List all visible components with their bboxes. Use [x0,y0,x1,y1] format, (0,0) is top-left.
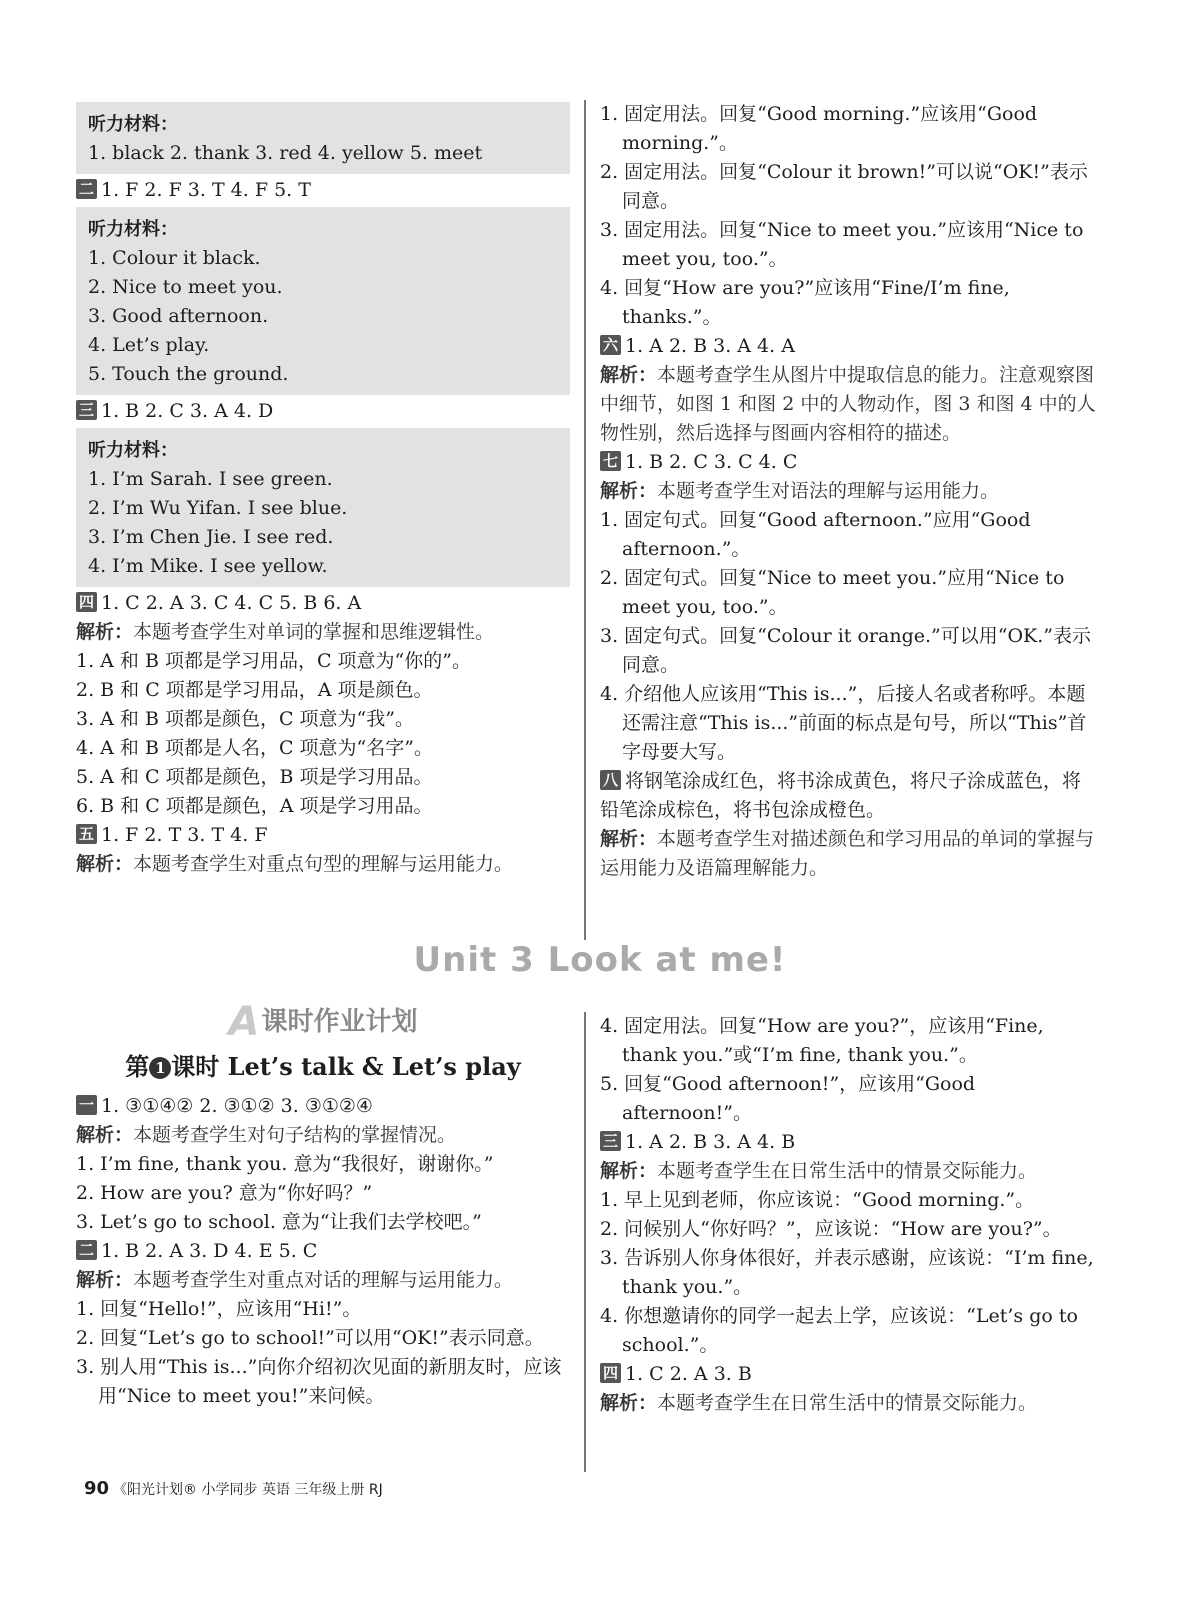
analysis-text: 本题考查学生对描述颜色和学习用品的单词的掌握与运用能力及语篇理解能力。 [600,828,1095,879]
column-divider [584,100,586,940]
list-item: 3. 告诉别人你身体很好，并表示感谢，应该说：“I’m fine, thank you.”。 [600,1247,1094,1298]
page-footer [84,1478,383,1499]
analysis-5 [76,850,570,879]
analysis-label: 解析： [600,828,658,850]
listening-line: 1. black 2. thank 3. red 4. yellow 5. meet [88,142,483,164]
listening-line: 3. Good afternoon. [88,305,269,327]
unit-title: Unit 3 Look at me! [413,940,787,980]
analysis-6 [600,361,1096,448]
section-tag: 三 [600,1131,621,1151]
listening-line: 2. I’m Wu Yifan. I see blue. [88,497,348,519]
list-item: 3. 固定用法。回复“Nice to meet you.”应该用“Nice to meet you, too.”。 [600,219,1084,270]
analysis-label: 解析： [600,480,658,502]
list-item: 4. A 和 B 项都是人名，C 项意为“名字”。 [76,737,433,759]
section-tag: 六 [600,335,621,355]
list-item: 2. 问候别人“你好吗？”，应该说：“How are you?”。 [600,1218,1062,1240]
analysis-4 [76,618,570,647]
answers-section-5 [76,821,570,850]
lesson-number: 1 [149,1057,171,1079]
section-tag: 五 [76,824,97,844]
list-item: 2. 固定句式。回复“Nice to meet you.”应用“Nice to meet you, too.”。 [600,567,1065,618]
footer-text: 《阳光计划® 小学同步 英语 三年级上册 RJ [113,1482,383,1498]
analysis-label: 解析： [76,1124,134,1146]
section-tag: 八 [600,770,621,790]
listening-title: 听力材料： [88,219,178,240]
list-item: 2. How are you? 意为“你好吗？” [76,1182,373,1204]
lesson-prefix: 第 [125,1052,150,1081]
page-number: 90 [84,1478,110,1499]
plan-letter: A [228,998,260,1045]
answers-section-6 [600,332,1096,361]
analysis-3b [600,1157,1096,1186]
answers-text: 1. C 2. A 3. C 4. C 5. B 6. A [101,592,362,614]
listening-line: 2. Nice to meet you. [88,276,283,298]
answers-section-8 [600,767,1096,825]
list-item: 1. 固定句式。回复“Good afternoon.”应用“Good afternoon.”。 [600,509,1031,560]
analysis-text: 本题考查学生在日常生活中的情景交际能力。 [657,1392,1038,1414]
list-item: 3. 别人用“This is...”向你介绍初次见面的新朋友时，应该用“Nice to meet you!”来问候。 [76,1356,562,1407]
list-item: 1. A 和 B 项都是学习用品，C 项意为“你的”。 [76,650,471,672]
lesson-name: 课时 Let’s talk & Let’s play [171,1052,521,1081]
answers-text: 1. ③①④② 2. ③①② 3. ③①②④ [101,1095,373,1117]
listening-line: 1. I’m Sarah. I see green. [88,468,333,490]
analysis-7 [600,477,1096,506]
list-item: 3. Let’s go to school. 意为“让我们去学校吧。” [76,1211,482,1233]
analysis-2b [76,1266,570,1295]
answers-text: 1. A 2. B 3. A 4. A [625,335,795,357]
analysis-text: 本题考查学生对重点句型的理解与运用能力。 [133,853,514,875]
list-item: 4. 固定用法。回复“How are you?”，应该用“Fine, thank you.”或“I’m fine, thank you.”。 [600,1015,1044,1066]
answers-text: 1. F 2. T 3. T 4. F [101,824,268,846]
plan-heading [76,1000,570,1044]
listening-line: 4. Let’s play. [88,334,210,356]
analysis-label: 解析： [76,1269,134,1291]
section-tag: 四 [76,592,97,612]
column-divider [584,1012,586,1472]
lesson-title [76,1050,570,1084]
list-item: 4. 回复“How are you?”应该用“Fine/I’m fine, thanks.”。 [600,277,1010,328]
answers-section-3 [76,397,570,426]
analysis-label: 解析： [76,853,134,875]
analysis-8 [600,825,1096,883]
answers-text: 将钢笔涂成红色，将书涂成黄色，将尺子涂成蓝色，将铅笔涂成棕色，将书包涂成橙色。 [600,770,1082,821]
list-item: 3. 固定句式。回复“Colour it orange.”可以用“OK.”表示同意。 [600,625,1091,676]
listening-title: 听力材料： [88,440,178,461]
answers-section-7 [600,448,1096,477]
analysis-1 [76,1121,570,1150]
analysis-text: 本题考查学生从图片中提取信息的能力。注意观察图中细节，如图 1 和图 2 中的人物动作，图 3 和图 4 中的人物性别，然后选择与图画内容相符的描述。 [600,364,1096,444]
section-tag: 七 [600,451,621,471]
answers-section-1 [76,1092,570,1121]
right-column-top [600,100,1096,883]
section-tag: 一 [76,1095,97,1115]
analysis-label: 解析： [76,621,134,643]
answers-section-2b [76,1237,570,1266]
list-item: 1. 固定用法。回复“Good morning.”应该用“Good morning.”。 [600,103,1038,154]
left-column-bottom [76,1000,570,1411]
answers-text: 1. B 2. C 3. C 4. C [625,451,798,473]
analysis-label: 解析： [600,1160,658,1182]
analysis-text: 本题考查学生对语法的理解与运用能力。 [657,480,1000,502]
answers-section-4 [76,589,570,618]
section-tag: 三 [76,400,97,420]
listening-line: 5. Touch the ground. [88,363,289,385]
list-item: 5. A 和 C 项都是颜色，B 项是学习用品。 [76,766,433,788]
analysis-text: 本题考查学生对重点对话的理解与运用能力。 [133,1269,514,1291]
list-item: 2. 固定用法。回复“Colour it brown!”可以说“OK!”表示同意。 [600,161,1088,212]
listening-title: 听力材料： [88,114,178,135]
section-tag: 二 [76,179,97,199]
answers-text: 1. B 2. A 3. D 4. E 5. C [101,1240,318,1262]
list-item: 4. 介绍他人应该用“This is...”，后接人名或者称呼。本题还需注意“This is...”前面的标点是句号，所以“This”首字母要大写。 [600,683,1087,763]
answers-text: 1. A 2. B 3. A 4. B [625,1131,796,1153]
list-item: 1. I’m fine, thank you. 意为“我很好，谢谢你。” [76,1153,494,1175]
listening-box-2 [76,207,570,395]
list-item: 4. 你想邀请你的同学一起去上学，应该说：“Let’s go to school.”。 [600,1305,1078,1356]
section-tag: 四 [600,1363,621,1383]
list-item: 3. A 和 B 项都是颜色，C 项意为“我”。 [76,708,414,730]
listening-line: 4. I’m Mike. I see yellow. [88,555,328,577]
listening-line: 3. I’m Chen Jie. I see red. [88,526,334,548]
analysis-label: 解析： [600,1392,658,1414]
plan-title: 课时作业计划 [261,1006,418,1037]
answers-section-4b [600,1360,1096,1389]
right-column-bottom [600,1012,1096,1418]
list-item: 2. 回复“Let’s go to school!”可以用“OK!”表示同意。 [76,1327,544,1349]
left-column-top [76,100,570,879]
listening-box-1 [76,102,570,174]
answers-text: 1. C 2. A 3. B [625,1363,752,1385]
list-item: 1. 回复“Hello!”，应该用“Hi!”。 [76,1298,362,1320]
section-tag: 二 [76,1240,97,1260]
list-item: 6. B 和 C 项都是颜色，A 项是学习用品。 [76,795,433,817]
analysis-4b [600,1389,1096,1418]
list-item: 1. 早上见到老师，你应该说：“Good morning.”。 [600,1189,1035,1211]
analysis-label: 解析： [600,364,658,386]
listening-line: 1. Colour it black. [88,247,261,269]
answers-text: 1. F 2. F 3. T 4. F 5. T [101,179,311,201]
analysis-text: 本题考查学生对单词的掌握和思维逻辑性。 [133,621,495,643]
analysis-text: 本题考查学生在日常生活中的情景交际能力。 [657,1160,1038,1182]
answers-text: 1. B 2. C 3. A 4. D [101,400,274,422]
listening-box-3 [76,428,570,587]
answers-section-3b [600,1128,1096,1157]
answers-section-2 [76,176,570,205]
list-item: 5. 回复“Good afternoon!”，应该用“Good afternoon!”。 [600,1073,976,1124]
list-item: 2. B 和 C 项都是学习用品，A 项是颜色。 [76,679,433,701]
analysis-text: 本题考查学生对句子结构的掌握情况。 [133,1124,457,1146]
